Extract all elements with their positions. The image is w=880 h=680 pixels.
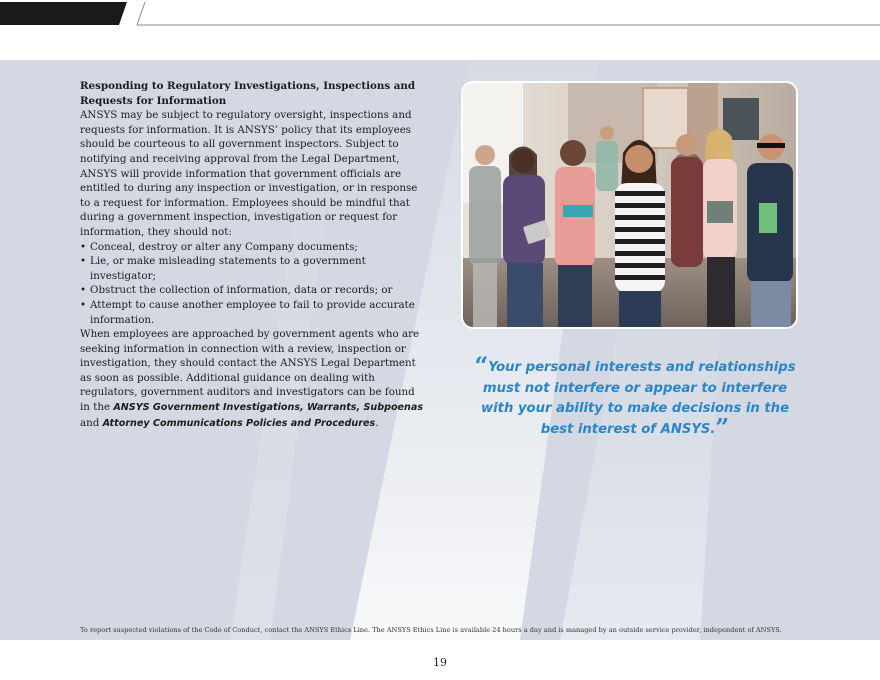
section-intro-paragraph: ANSYS may be subject to regulatory oversight, inspections and requests for information. It is ANSYS’ policy that its employees should be courteous to all government inspectors. Subject to notifying and receiving approval from the Legal Department, ANSYS will provide information that government officials are entitled to during any inspection or investigation, or in response to a request for information. Employees should be mindful that during a government inspection, investigation or request for information, they should not: — [80, 109, 418, 238]
open-quote-mark: “ — [474, 351, 489, 380]
section-heading-line1: Responding to Regulatory Investigations, Inspections and — [80, 80, 416, 92]
closing-text: When employees are approached by government agents who are seeking information in connection with a review, inspection or investigation, they should contact the ANSYS Legal Department as soon as possible. Additional guidance on dealing with regulators, government auditors and investigators can be found in the — [80, 328, 420, 414]
header-black-tab — [0, 2, 127, 25]
list-item: • Conceal, destroy or alter any Company documents; — [80, 240, 425, 255]
list-item: • Obstruct the collection of information, data or records; or — [80, 283, 425, 298]
and-text: and — [80, 416, 100, 429]
prohibited-actions-list — [80, 240, 425, 328]
policy-reference-investigations: ANSYS Government Investigations, Warrants, Subpoenas — [113, 402, 424, 414]
header-bar — [0, 0, 880, 30]
quote-text: Your personal interests and relationships must not interfere or appear to interfere with your ability to make decisions in the best interest of ANSYS. — [480, 360, 796, 437]
pull-quote — [470, 351, 800, 442]
header-slash — [137, 2, 145, 25]
end-period: . — [375, 416, 379, 429]
page-number: 19 — [433, 656, 447, 669]
regulatory-section — [80, 79, 425, 431]
list-item: • Lie, or make misleading statements to a government investigator; — [80, 254, 425, 283]
close-quote-mark: ” — [715, 412, 730, 442]
section-closing-paragraph — [80, 327, 425, 431]
ethics-line-note: To report suspected violations of the Code of Conduct, contact the ANSYS Ethics Line. The ANSYS Ethics Line is available 24 hours a day and is managed by an outside service provider, independent of ANSYS. — [80, 626, 782, 634]
content-panel — [0, 60, 880, 640]
group-of-office-workers-photo — [463, 83, 796, 327]
team-photo — [461, 81, 798, 329]
policy-reference-attorney-communications: Attorney Communications Policies and Procedures — [102, 417, 376, 429]
section-heading-line2: Requests for Information — [80, 94, 227, 107]
list-item: • Attempt to cause another employee to fail to provide accurate information. — [80, 298, 425, 327]
section-heading — [80, 79, 425, 108]
